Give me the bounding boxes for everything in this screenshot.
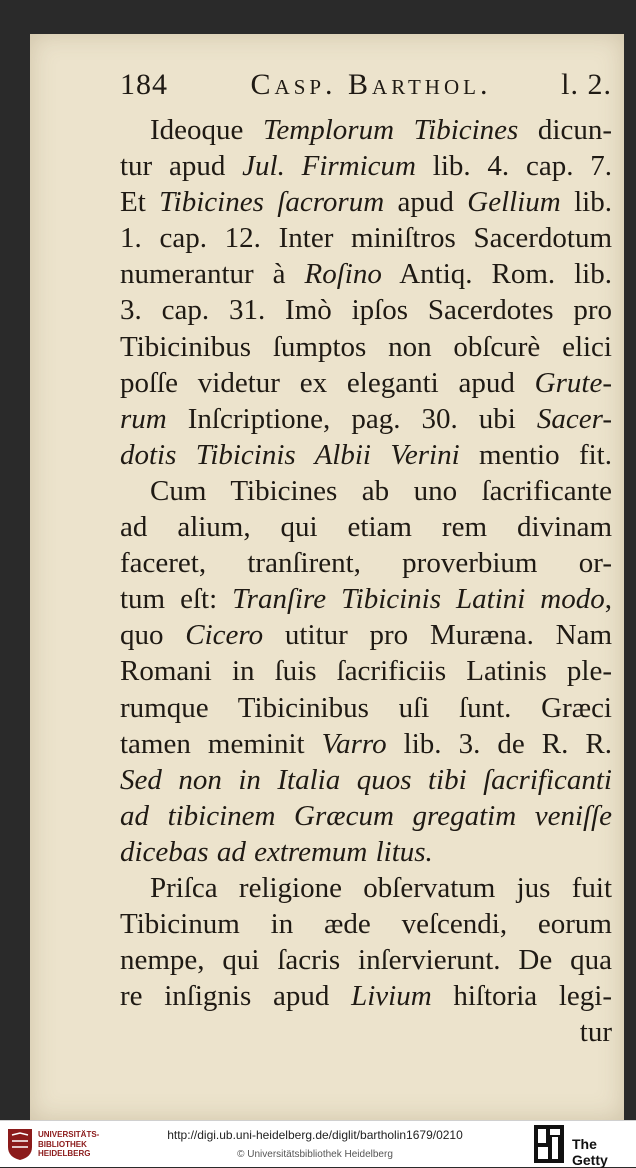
text-line: re inſignis apud Livium hiſtoria legi- bbox=[120, 980, 613, 1013]
page-number: 184 bbox=[120, 68, 168, 101]
library-crest-icon bbox=[6, 1127, 34, 1161]
text-line: Sed non in Italia quos tibi ſacrificanti bbox=[120, 763, 612, 796]
copyright-notice: © Universitätsbibliothek Heidelberg bbox=[237, 1149, 393, 1160]
text-line: rumque Tibicinibus uſi ſunt. Græci bbox=[120, 691, 612, 724]
text-line: tur apud Jul. Firmicum lib. 4. cap. 7. bbox=[120, 150, 612, 183]
book-page bbox=[30, 34, 624, 1120]
text-line: 3. cap. 31. Imò ipſos Sacerdotes pro bbox=[120, 294, 612, 327]
text-line: ad alium, qui etiam rem divinam bbox=[120, 511, 612, 544]
text-line: nempe, qui ſacris inſervierunt. De qua bbox=[120, 944, 612, 977]
text-line: tamen meminit Varro lib. 3. de R. R. bbox=[120, 727, 613, 760]
running-header bbox=[120, 68, 612, 112]
text-line: numerantur à Roſino Antiq. Rom. lib. bbox=[120, 258, 612, 291]
text-line: 1. cap. 12. Inter miniſtros Sacerdotum bbox=[120, 222, 612, 255]
library-logo bbox=[6, 1127, 146, 1163]
text-line: Tibicinibus ſumptos non obſcurè elici bbox=[120, 330, 612, 363]
text-line: Et Tibicines ſacrorum apud Gellium lib. bbox=[120, 186, 612, 219]
book-number: l. 2. bbox=[561, 68, 612, 101]
text-line: Ideoque Templorum Tibicines dicun- bbox=[150, 114, 612, 146]
permalink-url[interactable]: http://digi.ub.uni-heidelberg.de/diglit/bartholin1679/0210 bbox=[167, 1128, 463, 1142]
text-line: ad tibicinem Græcum gregatim veniſſe bbox=[120, 799, 612, 832]
text-line: Cum Tibicines ab uno ſacrificante bbox=[150, 474, 612, 507]
viewer-footer bbox=[0, 1120, 636, 1167]
text-line: dotis Tibicinis Albii Verini mentio fit. bbox=[120, 438, 612, 471]
getty-logo-icon bbox=[534, 1125, 564, 1163]
running-title: Casp. Barthol. bbox=[250, 68, 492, 101]
text-line: tum eſt: Tranſire Tibicinis Latini modo, bbox=[120, 583, 612, 616]
text-line: Priſca religione obſervatum jus fuit bbox=[150, 871, 612, 904]
text-line: rum Inſcriptione, pag. 30. ubi Sacer- bbox=[120, 402, 612, 435]
library-name: UNIVERSITÄTS- BIBLIOTHEK HEIDELBERG bbox=[38, 1130, 100, 1158]
getty-label: The Getty bbox=[572, 1136, 608, 1168]
text-line: dicebas ad extremum litus. bbox=[120, 835, 433, 868]
text-line: quo Cicero utitur pro Muræna. Nam bbox=[120, 619, 613, 652]
text-line: poſſe videtur ex eleganti apud Grute- bbox=[120, 366, 612, 399]
body-text bbox=[120, 112, 612, 1050]
text-line: tur bbox=[579, 1016, 612, 1049]
text-line: Tibicinum in æde veſcendi, eorum bbox=[120, 908, 612, 941]
page-text-block bbox=[120, 68, 612, 1050]
text-line: Romani in ſuis ſacrificiis Latinis ple- bbox=[120, 655, 612, 688]
text-line: faceret, tranſirent, proverbium or- bbox=[120, 547, 612, 580]
